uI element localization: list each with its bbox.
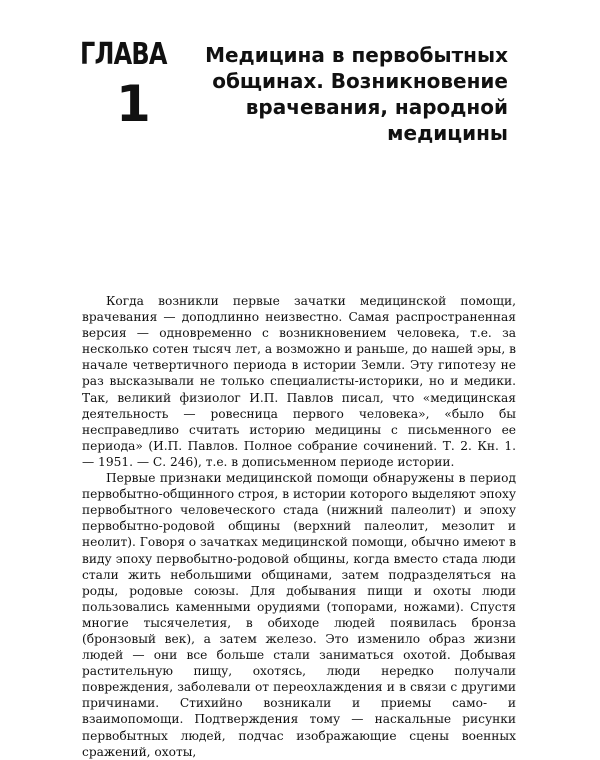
chapter-number: 1 xyxy=(116,75,151,133)
paragraph: Когда возникли первые зачатки медицинской помощи, врачевания — доподлинно неизвестно. Самая распространенная версия — одновременно с возникновением человека, т.е. за несколько сотен тысяч лет, а возможно и раньше, до нашей эры, в начале четвертичного периода в истории Земли. Эту гипотезу не раз высказывали не только специалисты-историки, но и медики. Так, великий физиолог И.П. Павлов писал, что «медицинская деятельность — ровесница первого человека», «было бы несправедливо считать историю медицины с письменного ее периода» (И.П. Павлов. Полное собрание сочинений. Т. 2. Кн. 1. — 1951. — С. 246), т.е. в дописьменном периоде истории. xyxy=(82,294,516,469)
body-text xyxy=(82,293,516,760)
chapter-title: Медицина в первобытных общинах. Возникновение врачевания, народной медицины xyxy=(205,43,508,145)
chapter-label: ГЛАВА xyxy=(80,37,167,72)
paragraph: Первые признаки медицинской помощи обнаружены в период первобытно-общинного строя, в истории которого выделяют эпоху первобытного человеческого стада (нижний палеолит) и эпоху первобытно-родовой общины (верхний палеолит, мезолит и неолит). Говоря о зачатках медицинской помощи, обычно имеют в виду эпоху первобытно-родовой общины, когда вместо стада люди стали жить небольшими общинами, затем подразделяться на роды, родовые союзы. Для добывания пищи и охоты люди пользовались каменными орудиями (топорами, ножами). Спустя многие тысячелетия, в обиходе людей появилась бронза (бронзовый век), а затем железо. Это изменило образ жизни людей — они все больше стали заниматься охотой. Добывая растительную пищу, охотясь, люди нередко получали повреждения, заболевали от переохлаждения и в связи с другими причинами. Стихийно возникали и приемы само- и взаимопомощи. Подтверждения тому — наскальные рисунки первобытных людей, подчас изображающие сцены военных сражений, охоты, xyxy=(82,471,516,759)
